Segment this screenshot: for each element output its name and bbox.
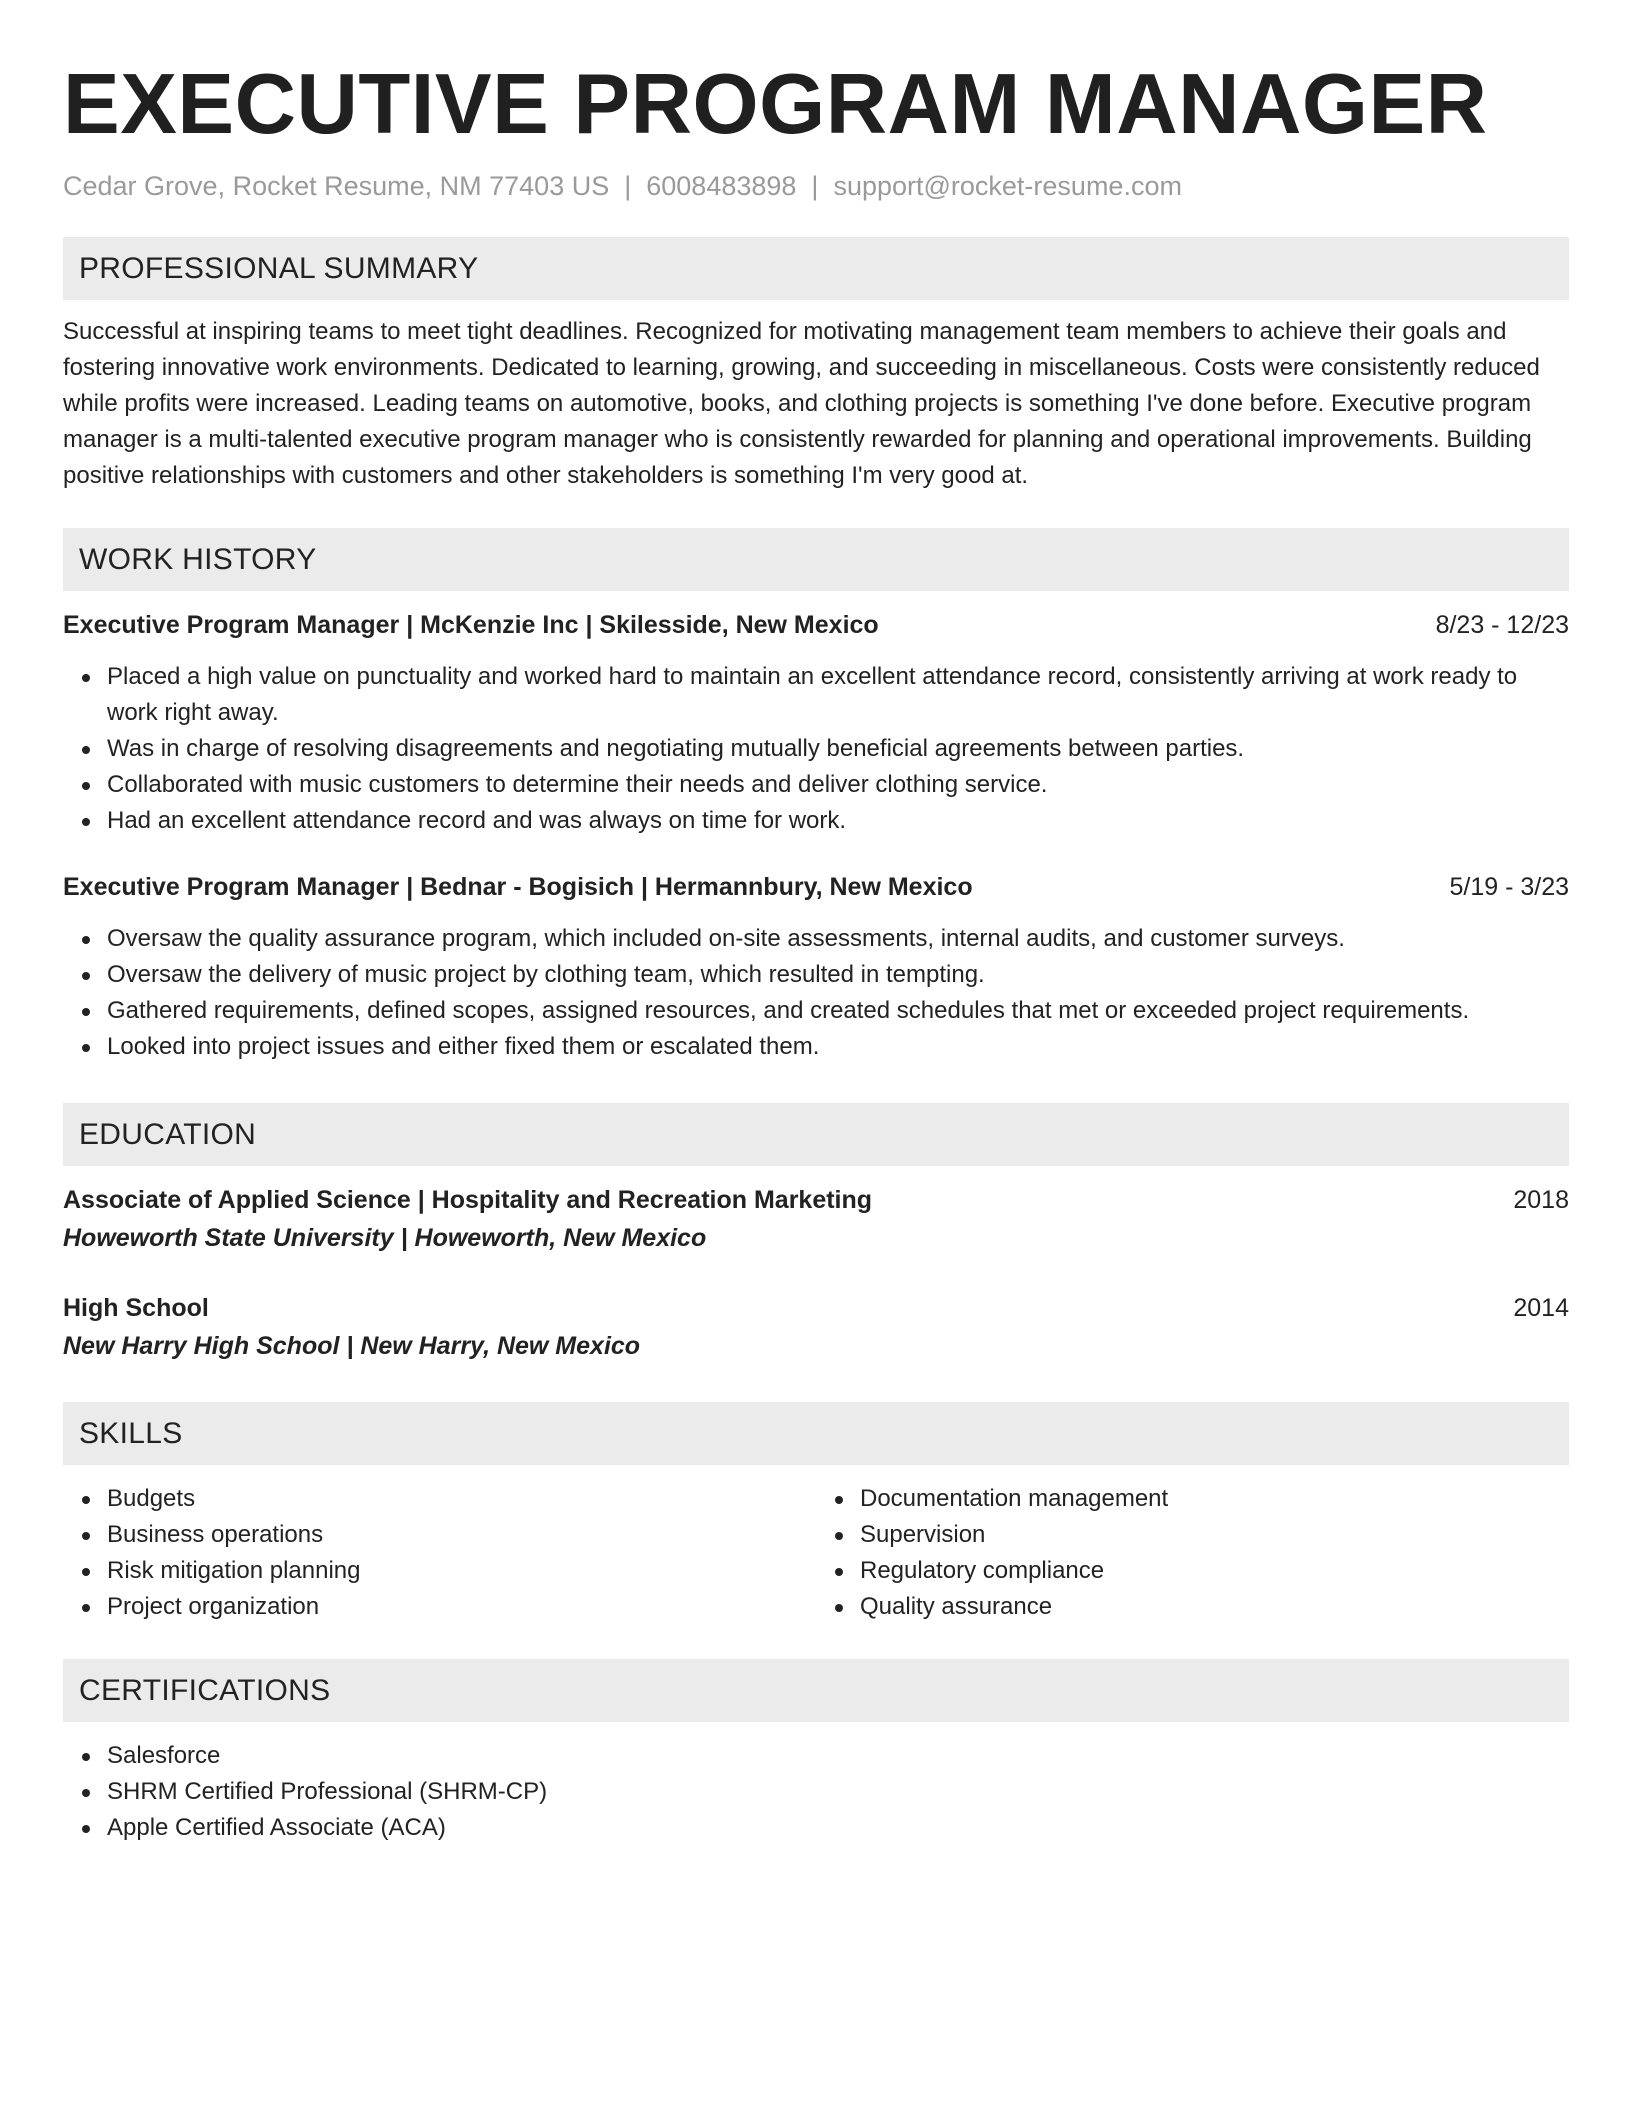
education-header <box>63 1182 1569 1218</box>
certification-item: Salesforce <box>107 1738 1569 1774</box>
summary-section <box>63 237 1569 494</box>
education-school: Howeworth State University | Howeworth, New Mexico <box>63 1224 707 1252</box>
skills-grid <box>63 1481 1569 1625</box>
skill-item: Regulatory compliance <box>860 1553 1569 1589</box>
certifications-section <box>63 1659 1569 1846</box>
education-entry <box>63 1290 1569 1364</box>
job-entry <box>63 869 1569 1065</box>
certification-item: SHRM Certified Professional (SHRM-CP) <box>107 1774 1569 1810</box>
job-entry <box>63 607 1569 839</box>
education-degree: Associate of Applied Science | Hospitality and Recreation Marketing <box>63 1186 873 1214</box>
section-heading-certifications: CERTIFICATIONS <box>63 1659 1569 1722</box>
skills-column-left <box>63 1481 816 1625</box>
job-bullet: Looked into project issues and either fixed them or escalated them. <box>107 1029 1569 1065</box>
contact-separator: | <box>624 171 632 201</box>
section-heading-skills: SKILLS <box>63 1402 1569 1465</box>
job-bullet: Was in charge of resolving disagreements and negotiating mutually beneficial agreements between parties. <box>107 731 1569 767</box>
job-bullet: Gathered requirements, defined scopes, assigned resources, and created schedules that met or exceeded project requirements. <box>107 993 1569 1029</box>
skills-section <box>63 1402 1569 1625</box>
contact-separator: | <box>811 171 819 201</box>
job-header <box>63 607 1569 643</box>
job-bullets <box>63 921 1569 1065</box>
education-header <box>63 1290 1569 1326</box>
section-heading-work-history: WORK HISTORY <box>63 528 1569 591</box>
skill-item: Supervision <box>860 1517 1569 1553</box>
job-bullet: Placed a high value on punctuality and worked hard to maintain an excellent attendance record, consistently arriving at work ready to work right away. <box>107 659 1569 731</box>
section-heading-summary: PROFESSIONAL SUMMARY <box>63 237 1569 300</box>
contact-phone: 6008483898 <box>646 171 797 201</box>
certification-item: Apple Certified Associate (ACA) <box>107 1810 1569 1846</box>
contact-line <box>63 168 1569 204</box>
contact-email: support@rocket-resume.com <box>833 171 1182 201</box>
skill-item: Budgets <box>107 1481 816 1517</box>
summary-text: Successful at inspiring teams to meet tight deadlines. Recognized for motivating management team members to achieve their goals and fostering innovative work environments. Dedicated to learning, growing, and succeeding in miscellaneous. Costs were consistently reduced while profits were increased. Leading teams on automotive, books, and clothing projects is something I've done before. Executive program manager is a multi-talented executive program manager who is consistently rewarded for planning and operational improvements. Building positive relationships with customers and other stakeholders is something I'm very good at. <box>63 318 1540 489</box>
skills-column-right <box>816 1481 1569 1625</box>
education-year: 2018 <box>1513 1186 1569 1214</box>
candidate-name: EXECUTIVE PROGRAM MANAGER <box>63 57 1488 152</box>
skill-item: Risk mitigation planning <box>107 1553 816 1589</box>
job-dates: 5/19 - 3/23 <box>1449 873 1569 901</box>
job-bullet: Oversaw the delivery of music project by clothing team, which resulted in tempting. <box>107 957 1569 993</box>
contact-address: Cedar Grove, Rocket Resume, NM 77403 US <box>63 171 610 201</box>
job-header <box>63 869 1569 905</box>
skill-item: Documentation management <box>860 1481 1569 1517</box>
skill-item: Quality assurance <box>860 1589 1569 1625</box>
job-bullet: Oversaw the quality assurance program, which included on-site assessments, internal audits, and customer surveys. <box>107 921 1569 957</box>
certification-list <box>63 1738 1569 1846</box>
job-bullet: Had an excellent attendance record and was always on time for work. <box>107 803 1569 839</box>
education-degree: High School <box>63 1294 209 1322</box>
job-title: Executive Program Manager | McKenzie Inc | Skilesside, New Mexico <box>63 611 879 639</box>
work-history-section <box>63 528 1569 1065</box>
job-bullet: Collaborated with music customers to determine their needs and deliver clothing service. <box>107 767 1569 803</box>
job-dates: 8/23 - 12/23 <box>1435 611 1569 639</box>
skill-item: Project organization <box>107 1589 816 1625</box>
education-section <box>63 1103 1569 1364</box>
job-bullets <box>63 659 1569 839</box>
education-school: New Harry High School | New Harry, New Mexico <box>63 1332 641 1360</box>
education-entry <box>63 1182 1569 1256</box>
job-title: Executive Program Manager | Bednar - Bogisich | Hermannbury, New Mexico <box>63 873 973 901</box>
education-year: 2014 <box>1513 1294 1569 1322</box>
section-heading-education: EDUCATION <box>63 1103 1569 1166</box>
skill-item: Business operations <box>107 1517 816 1553</box>
